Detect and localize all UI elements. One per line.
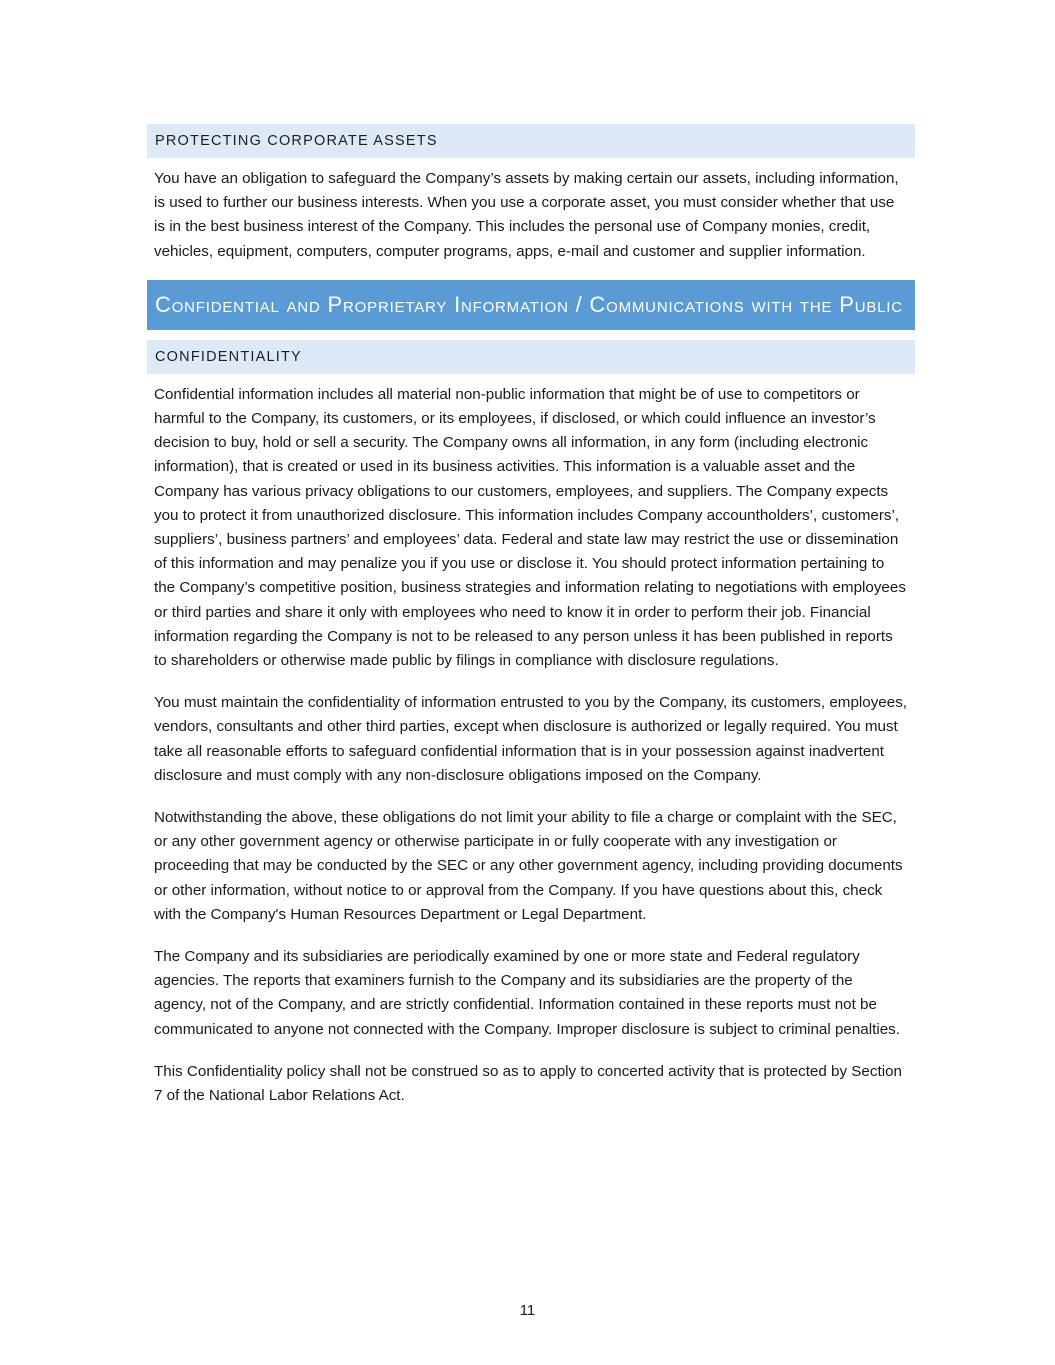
section-heading-confidentiality: CONFIDENTIALITY <box>147 340 915 374</box>
paragraph-confidentiality-5: This Confidentiality policy shall not be construed so as to apply to concerted activity that is protected by Section 7 of the National Labor Relations Act. <box>154 1062 902 1105</box>
paragraph-protecting-assets: You have an obligation to safeguard the Company’s assets by making certain our assets, including information, is used to further our business interests. When you use a corporate asset, you must consider whether that use is in the best business interest of the Company. This includes the personal use of Company monies, credit, vehicles, equipment, computers, computer programs, apps, e-mail and customer and supplier information. <box>154 170 899 260</box>
paragraph-confidentiality-4: The Company and its subsidiaries are periodically examined by one or more state and Federal regulatory agencies. The reports that examiners furnish to the Company and its subsidiaries are the property of the agency, not of the Company, and are strictly confidential. Information contained in these reports must not be communicated to anyone not connected with the Company. Improper disclosure is subject to criminal penalties. <box>154 948 900 1038</box>
page-content <box>147 124 915 1108</box>
paragraph-confidentiality-3: Notwithstanding the above, these obligations do not limit your ability to file a charge or complaint with the SEC, or any other government agency or otherwise participate in or fully cooperate with any investigation or proceeding that may be conducted by the SEC or any other government agency, including providing documents or other information, without notice to or approval from the Company. If you have questions about this, check with the Company's Human Resources Department or Legal Department. <box>154 809 903 923</box>
paragraph-confidentiality-1: Confidential information includes all material non-public information that might be of use to competitors or harmful to the Company, its customers, or its employees, if disclosed, or which could influence an investor’s decision to buy, hold or sell a security. The Company owns all information, in any form (including electronic information), that is created or used in its business activities. This information is a valuable asset and the Company has various privacy obligations to our customers, employees, and suppliers. The Company expects you to protect it from unauthorized disclosure. This information includes Company accountholders’, customers’, suppliers’, business partners’ and employees’ data. Federal and state law may restrict the use or dissemination of this information and may penalize you if you use or disclose it. You should protect information pertaining to the Company’s competitive position, business strategies and information relating to negotiations with employees or third parties and share it only with employees who need to know it in order to perform their job. Financial information regarding the Company is not to be released to any person unless it has been published in reports to shareholders or otherwise made public by filings in compliance with disclosure regulations. <box>154 385 906 670</box>
page-number: 11 <box>519 1302 536 1319</box>
section-heading-protecting-corporate-assets: PROTECTING CORPORATE ASSETS <box>147 124 915 158</box>
paragraph-confidentiality-2: You must maintain the confidentiality of information entrusted to you by the Company, its customers, employees, vendors, consultants and other third parties, except when disclosure is authorized or legally required. You must take all reasonable efforts to safeguard confidential information that is in your possession against inadvertent disclosure and must comply with any non-disclosure obligations imposed on the Company. <box>154 694 908 784</box>
section-banner-confidential-information: Confidential and Proprietary Information / Communications with the Public <box>147 280 915 330</box>
